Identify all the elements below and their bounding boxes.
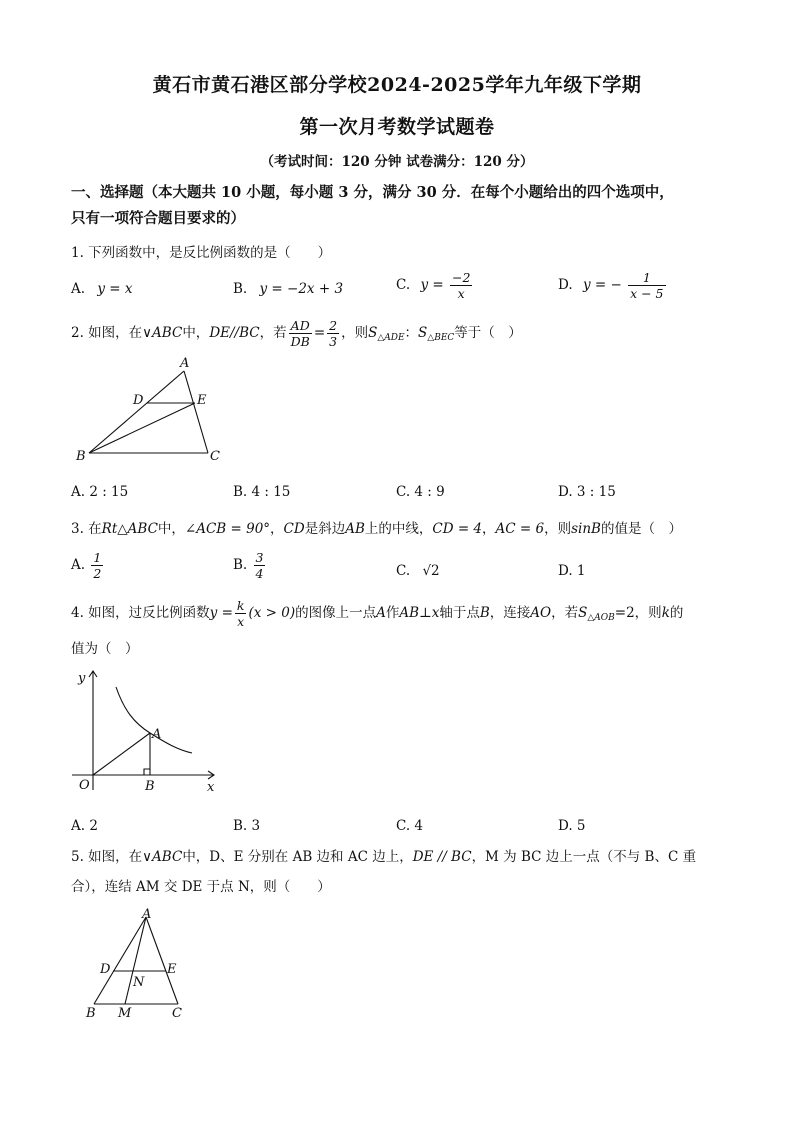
- q2-triangle-figure: [70, 350, 230, 470]
- q4-label-o: O: [79, 778, 90, 793]
- q4-option-a: A. 2: [71, 818, 98, 834]
- q4-option-b: B. 3: [233, 818, 261, 834]
- q2-label-d: D: [133, 393, 144, 408]
- exam-title-line1: 黄石市黄石港区部分学校2024-2025学年九年级下学期: [152, 74, 642, 96]
- q2-ratio-fraction: $\frac{AD}{DB}$: [290, 318, 310, 349]
- q2-option-b: B. 4 : 15: [233, 484, 291, 500]
- q4-function-fraction: $\frac{k}{x}$: [236, 598, 245, 629]
- q5-label-d: D: [100, 962, 111, 977]
- q4-coordinate-figure: [66, 665, 226, 795]
- q4-label-a: A: [152, 727, 162, 742]
- q3-option-c: C. √2: [396, 563, 440, 579]
- q5-label-b: B: [86, 1006, 96, 1021]
- q5-label-n: N: [133, 975, 145, 990]
- q4-label-y: y: [78, 671, 86, 686]
- q1-d-fraction: $\frac{1}{x - 5}$: [630, 270, 664, 301]
- q1-c-fraction: $\frac{-2}{x}$: [451, 270, 471, 301]
- q2-label-b: B: [76, 449, 86, 464]
- q3-option-d: D. 1: [558, 563, 586, 579]
- q5-triangle-figure: [80, 905, 200, 1025]
- q1-option-a: A. y = x: [71, 281, 133, 297]
- q4-option-d: D. 5: [558, 818, 586, 834]
- section-heading: [71, 180, 731, 232]
- q2-label-c: C: [210, 449, 220, 464]
- section-heading-line1: 一、选择题（本大题共 10 小题，每小题 3 分，满分 30 分．在每个小题给出的四个选项中，: [71, 184, 674, 201]
- q5-label-c: C: [172, 1006, 182, 1021]
- q2-label-e: E: [197, 393, 207, 408]
- q4-label-x: x: [207, 780, 215, 795]
- exam-title-line2: 第一次月考数学试题卷: [299, 116, 495, 138]
- q3-option-a: A. $\frac{1}{2}$: [71, 550, 102, 581]
- q4-label-b: B: [145, 779, 155, 794]
- question-5-stem-line2: 合），连结 AM 交 DE 于点 N，则（ ）: [71, 879, 331, 895]
- q3-option-b: B. $\frac{3}{4}$: [233, 550, 264, 581]
- q5-label-m: M: [118, 1006, 132, 1021]
- q2-value-fraction: $\frac{2}{3}$: [329, 318, 338, 349]
- q1-option-b: B. y = −2x + 3: [233, 281, 344, 297]
- q2-option-a: A. 2 : 15: [71, 484, 129, 500]
- question-1-stem: 1. 下列函数中，是反比例函数的是（ ）: [71, 245, 332, 261]
- question-3-stem: 3. 在Rt△ABC中，∠ACB = 90°，CD是斜边AB上的中线，CD = 4，AC = 6，则sinB的值是（ ）: [71, 521, 682, 537]
- question-5-stem: 5. 如图，在∨ABC中，D、E 分别在 AB 边和 AC 边上，DE // BC，M 为 BC 边上一点（不与 B、C 重: [71, 849, 697, 865]
- q2-option-c: C. 4 : 9: [396, 484, 445, 500]
- q1-option-d: D. y = − $\frac{1}{x - 5}$: [558, 270, 664, 301]
- q4-option-c: C. 4: [396, 818, 424, 834]
- q3-a-fraction: $\frac{1}{2}$: [93, 550, 102, 581]
- q2-label-a: A: [180, 356, 190, 371]
- q1-option-c: C. y = $\frac{-2}{x}$: [396, 270, 471, 301]
- question-4-stem-line2: 值为（ ）: [71, 641, 139, 657]
- exam-info: （考试时间：120 分钟 试卷满分：120 分）: [260, 154, 534, 170]
- q2-option-d: D. 3 : 15: [558, 484, 616, 500]
- q5-label-e: E: [167, 962, 177, 977]
- q3-b-fraction: $\frac{3}{4}$: [255, 550, 264, 581]
- question-4-stem: 4. 如图，过反比例函数y = $\frac{k}{x}$ (x > 0)的图像上一点A作AB⊥x轴于点B，连接AO，若$S_{\triangle AOB}=2$，则k的: [71, 598, 684, 629]
- q5-label-a: A: [142, 907, 152, 922]
- section-heading-line2: 只有一项符合题目要求的）: [71, 210, 245, 227]
- question-2-stem: 2. 如图，在∨ABC中，DE//BC，若 $\frac{AD}{DB}$ = $\frac{2}{3}$ ，则$S_{\triangle ADE}$：$S_{\triangle BEC}$等于（ ）: [71, 318, 522, 349]
